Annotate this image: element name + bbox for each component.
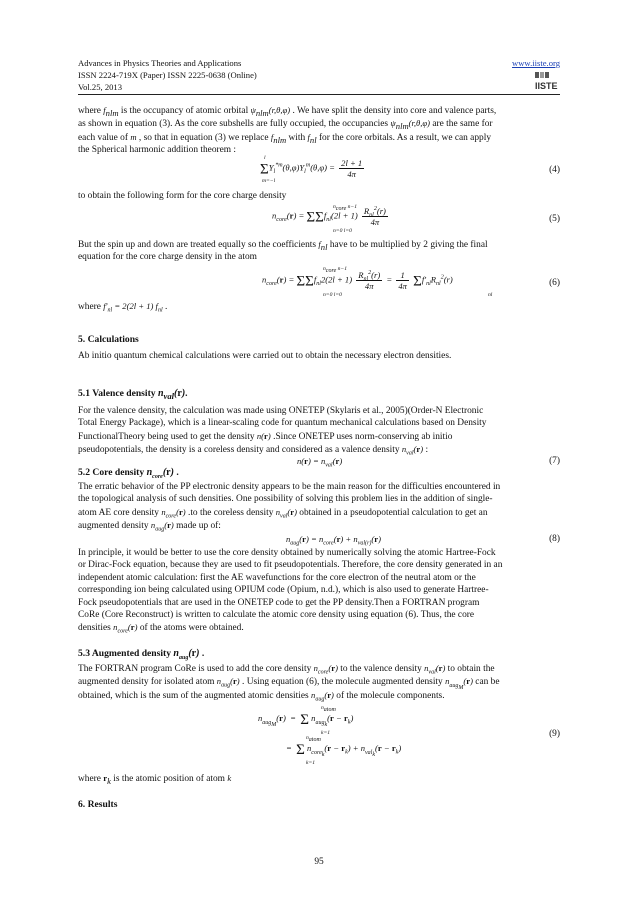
equation-9-line-1: $n_{aug_M}(r) = \Sigma$ $n_{aug_k}(r - r_k)$ xyxy=(258,712,354,728)
equation-9-number: (9) xyxy=(549,729,560,739)
iiste-logo xyxy=(534,71,560,91)
paragraph: In principle, it would be better to use the core density obtained by numerically solving the atomic Hartree-Fock or Dirac-Fock equation, because they are used to fit pseudopotentials. Therefore, the core density generated in an independent atomic calculation: first the AE wavefunctions for the core electron of the neutral atom or the corresponding ion being calculated using OPIUM code (Opium, n.d.), which is also used to generate Hartree- Fock pseudopotentials that are used in the ONETEP code to get the PP density.Then a FORTRAN program CoRe (Core Reconstruct) is written to calculate the atomic core density using equation (6). Thus, the core densities $n_{core}(r)$ of the atoms were obtained. xyxy=(78,548,503,636)
header-rule xyxy=(78,94,560,95)
equation-7-number: (7) xyxy=(549,456,560,466)
paragraph: where $r_k$ is the atomic position of atom k xyxy=(78,773,232,786)
paragraph: to obtain the following form for the core charge density xyxy=(78,191,287,201)
equation-7: $n(r) = n_{val}(r)$ xyxy=(297,456,343,469)
equation-8-number: (8) xyxy=(549,534,560,544)
equation-5-number: (5) xyxy=(549,214,560,224)
section-heading: 5.3 Augmented density $n_{aug}(r)$ . xyxy=(78,648,205,661)
page-number: 95 xyxy=(314,857,324,867)
equation-8: $n_{aug}(r) = n_{core}(r) + n_{val(r)}(r)$ xyxy=(286,534,381,547)
equation-4: $\Sigma Y_l^{*m}(\theta,\varphi)Y_l^m(\theta,\varphi)$ = $\frac{2l + 1}{4\pi}$ xyxy=(260,158,363,179)
paragraph: Ab initio quantum chemical calculations were carried out to obtain the necessary electron densities. xyxy=(78,351,452,361)
section-heading: 5.1 Valence density $n_{val}(r)$. xyxy=(78,388,188,401)
paragraph: where $f_{nlm}$ is the occupancy of atomic orbital $\psi_{nlm}(r,\theta,\varphi)$ . We have split the density into core and valence parts, as shown in equation (3). As the core subshells are fully occupied, the occupancies $\psi_{nlm}(r,\theta,\varphi)$ are the same for each value of m , so that in equation (3) we replace $f_{nlm}$ with $f_{nl}$ for the core orbitals. As a result, we can apply the Spherical harmonic addition theorem : xyxy=(78,105,497,156)
logo-text: IISTE xyxy=(535,81,558,91)
paragraph: where $f'_{nl} = 2(2l + 1)$ $f_{nl}$ . xyxy=(78,301,168,314)
equation-9-line-2: = Σ $n_{core_k}(r - r_k) + n_{val_k}(r - r_k)$ xyxy=(286,742,402,758)
equation-4-number: (4) xyxy=(549,165,560,175)
equation-5: $n_{core}(r) = \Sigma\Sigma f_{nl}(2l + 1)$ $\frac{R_{nl}^2(r)}{4\pi}$ xyxy=(272,206,386,227)
issn-line: ISSN 2224-719X (Paper) ISSN 2225-0638 (Online) xyxy=(78,70,257,80)
journal-page: Advances in Physics Theories and Applications ISSN 2224-719X (Paper) ISSN 2225-0638 (Online) Vol.25, 2013 www.iiste.org IISTE where $f_{nlm}$ is the occupancy of atomic orbital $\psi_{nlm}(r,\theta,\varphi)$ . We have split the density into core and valence parts, as shown in equation (3). As the core subshells are fully occupied, the occupancies $\psi_{nlm}(r,\theta,\varphi)$ are the same for each value of m , so that in equation (3) we replace $f_{nlm}$ with $f_{nl}$ for the core orbitals. As a result, we can apply the Spherical harmonic addition theorem : $\Sigma Y_l^{*m}(\theta,\varphi)Y_l^m(\theta,\varphi)$ = $\frac{2l + 1}{4\pi}$ l m=−l (4) to obtain the following form for the core charge density $n_{core}(r) = \Sigma\Sigma f_{nl}(2l + 1)$ $\frac{R_{nl}^2(r)}{4\pi}$ $n_{core}$ n−1 n=0 l=0 (5) But the spin up and down are treated equally so the coefficients $f_{nl}$ have to be multiplied by 2 giving the final equation for the core charge density in the atom $n_{core}(r) = \Sigma\Sigma f_{nl}2(2l + 1)$ $\frac{R_{nl}^2(r)}{4\pi}$ = $\frac{1}{4\pi}$ $\Sigma f'_{nl}R_{nl}^2(r)$ $n_{core}$ n−1 n=0 l=0 nl (6) where $f'_{nl} = 2(2l + 1)$ $f_{nl}$ . 5. Calculations Ab initio quantum chemical calculations were carried out to obtain the necessary electron densities. 5.1 Valence density $n_{val}(r)$. For the valence density, the calculation was made using ONETEP (Skylaris et al., 2005)(Order-N Electronic Total Energy Package), which is a linear-scaling code for quantum mechanical calculations based on Density FunctionalTheory being used to get the density n(r) .Since ONETEP uses norm-conserving ab initio pseudopotentials, the density is a coreless density and considered as a valence density $n_{val}(r)$ : $n(r) = n_{val}(r)$ (7) 5.2 Core density $n_{core}(r)$ . The erratic behavior of the PP electronic density appears to be the main reason for the difficulties encountered in the topological analysis of such densities. One possibility of solving this problem lies in the addition of single- atom AE core density $n_{core}(r)$ .to the coreless density $n_{val}(r)$ obtained in a pseudopotential calculation to get an augmented density $n_{aug}(r)$ made up of: $n_{aug}(r) = n_{core}(r) + n_{val(r)}(r)$ (8) In principle, it would be better to use the core density obtained by numerically solving the atomic Hartree-Fock or Dirac-Fock equation, because they are used to fit pseudopotentials. Therefore, the core density generated in an independent atomic calculation: first the AE wavefunctions for the core electron of the neutral atom or the corresponding ion being calculated using OPIUM code (Opium, n.d.), which is also used to generate Hartree- Fock pseudopotentials that are used in the ONETEP code to get the PP density.Then a FORTRAN program CoRe (Core Reconstruct) is written to calculate the atomic core density using equation (6). Thus, the core densities $n_{core}(r)$ of the atoms were obtained. 5.3 Augmented density $n_{aug}(r)$ . The FORTRAN program CoRe is used to add the core density $n_{core}(r)$ to the valence density $n_{val}(r)$ to obtain the augmented density for isolated atom $n_{aug}(r)$ . Using equation (6), the molecule augmented density $n_{aug_M}(r)$ can be obtained, which is the sum of the augmented atomic densities $n_{aug}(r)$ of the molecule components. $n_{aug_M}(r) = \Sigma$ $n_{aug_k}(r - r_k)$ $n_{atom}$ k=1 = Σ $n_{core_k}(r - r_k) + n_{val_k}(r - r_k)$ $n_{atom}$ k=1 (9) where $r_k$ is the atomic position of atom k 6. Results 95 xyxy=(0,0,638,903)
section-heading: 5.2 Core density $n_{core}(r)$ . xyxy=(78,467,179,480)
section-heading: 5. Calculations xyxy=(78,334,139,345)
paragraph: The erratic behavior of the PP electronic density appears to be the main reason for the difficulties encountered in the topological analysis of such densities. One possibility of solving this problem lies in the addition of single- atom AE core density $n_{core}(r)$ .to the coreless density $n_{val}(r)$ obtained in a pseudopotential calculation to get an augmented density $n_{aug}(r)$ made up of: xyxy=(78,482,501,533)
paragraph: But the spin up and down are treated equally so the coefficients $f_{nl}$ have to be multiplied by 2 giving the final equation for the core charge density in the atom xyxy=(78,239,488,263)
volume-line: Vol.25, 2013 xyxy=(78,82,123,92)
paragraph: For the valence density, the calculation was made using ONETEP (Skylaris et al., 2005)(Order-N Electronic Total Energy Package), which is a linear-scaling code for quantum mechanical calculations based on Density FunctionalTheory being used to get the density n(r) .Since ONETEP uses norm-conserving ab initio pseudopotentials, the density is a coreless density and considered as a valence density $n_{val}(r)$ : xyxy=(78,406,487,457)
journal-url-link[interactable]: www.iiste.org xyxy=(512,58,560,68)
equation-6: $n_{core}(r) = \Sigma\Sigma f_{nl}2(2l + 1)$ $\frac{R_{nl}^2(r)}{4\pi}$ = $\frac{1}{4\pi}$ $\Sigma f'_{nl}R_{nl}^2(r)$ xyxy=(262,270,453,291)
section-heading: 6. Results xyxy=(78,799,118,810)
paragraph: The FORTRAN program CoRe is used to add the core density $n_{core}(r)$ to the valence density $n_{val}(r)$ to obtain the augmented density for isolated atom $n_{aug}(r)$ . Using equation (6), the molecule augmented density $n_{aug_M}(r)$ can be obtained, which is the sum of the augmented atomic densities $n_{aug}(r)$ of the molecule components. xyxy=(78,663,500,703)
equation-6-number: (6) xyxy=(549,278,560,288)
journal-name: Advances in Physics Theories and Applications xyxy=(78,58,242,68)
